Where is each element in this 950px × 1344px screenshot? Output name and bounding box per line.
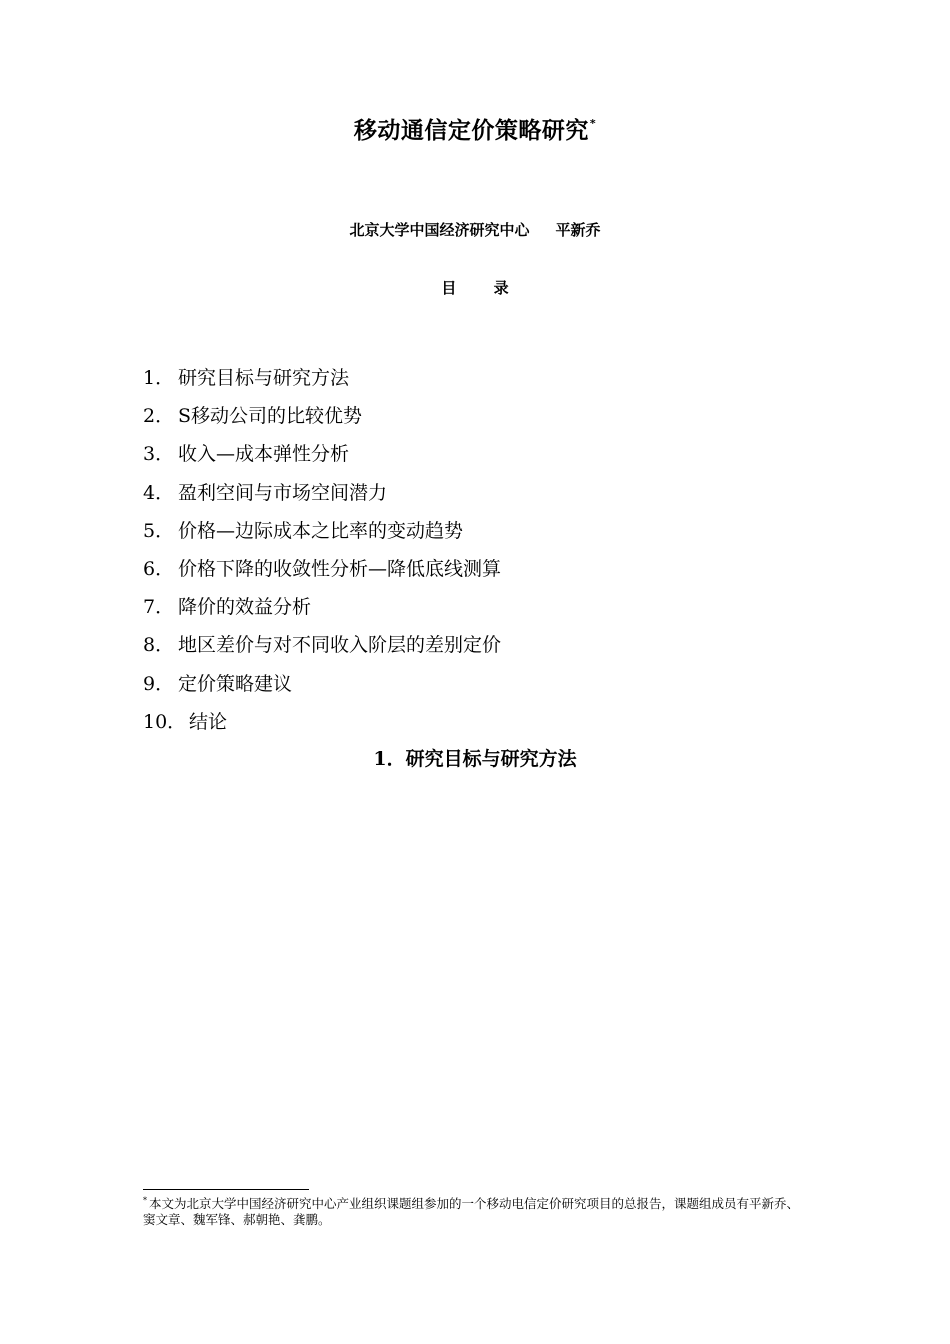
footnote-marker: * <box>143 1196 147 1205</box>
toc-item-text: 研究目标与研究方法 <box>178 367 350 389</box>
toc-item <box>143 515 501 553</box>
author-name: 平新乔 <box>555 221 601 239</box>
toc-item-text: 盈利空间与市场空间潜力 <box>178 481 388 504</box>
toc-item <box>143 591 501 629</box>
toc-item <box>143 400 501 438</box>
toc-item-number: 2． <box>143 405 175 428</box>
toc-item-number: 10． <box>143 710 187 733</box>
table-of-contents <box>143 362 501 744</box>
toc-item-text: 收入—成本弹性分析 <box>178 443 350 466</box>
toc-item <box>143 706 501 744</box>
toc-item-number: 3． <box>143 443 175 466</box>
toc-item <box>143 477 501 515</box>
toc-item-number: 8． <box>143 634 175 657</box>
document-title <box>0 114 950 148</box>
toc-item-text: 地区差价与对不同收入阶层的差别定价 <box>178 634 502 657</box>
footnote <box>143 1196 808 1228</box>
toc-item-number: 9． <box>143 672 175 695</box>
toc-item-text: 价格—边际成本之比率的变动趋势 <box>178 519 464 542</box>
toc-item-text: 降价的效益分析 <box>178 596 312 619</box>
toc-item-text: S移动公司的比较优势 <box>178 405 363 428</box>
toc-heading: 目 录 <box>441 279 509 297</box>
toc-item-text: 价格下降的收敛性分析—降低底线测算 <box>178 557 502 580</box>
toc-item-number: 7． <box>143 596 175 619</box>
toc-item <box>143 668 501 706</box>
toc-item-text: 结论 <box>189 710 228 733</box>
toc-item <box>143 438 501 476</box>
title-footnote-marker: * <box>589 117 597 130</box>
toc-item <box>143 553 501 591</box>
author-line <box>0 218 950 242</box>
toc-item-number: 5． <box>143 519 175 542</box>
title-text: 移动通信定价策略研究 <box>353 118 589 144</box>
toc-item-text: 定价策略建议 <box>178 672 293 695</box>
author-affiliation: 北京大学中国经济研究中心 <box>349 221 530 239</box>
toc-item-number: 4． <box>143 481 175 504</box>
footnote-text: 本文为北京大学中国经济研究中心产业组织课题组参加的一个移动电信定价研究项目的总报告，课题组成员有平新乔、窦文章、魏军锋、郝朝艳、龚鹏。 <box>143 1196 800 1227</box>
toc-item-number: 6． <box>143 557 175 580</box>
footnote-separator <box>143 1189 309 1190</box>
toc-item-number: 1． <box>143 367 175 389</box>
toc-item <box>143 629 501 667</box>
section-heading: 1．研究目标与研究方法 <box>373 748 577 770</box>
toc-item <box>143 362 501 400</box>
